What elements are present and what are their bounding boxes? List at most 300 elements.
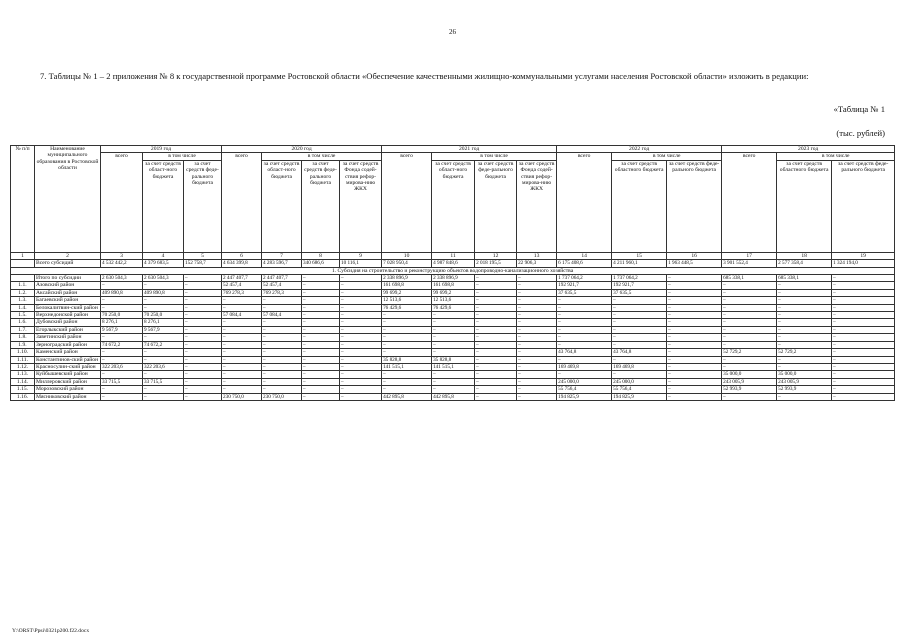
row-value: 2 577 358,4 [777, 260, 832, 267]
row-value: 169 469,8 [557, 363, 612, 370]
row-value: – [517, 304, 557, 311]
row-number: 1.15. [11, 386, 35, 393]
row-value: 245 000,0 [612, 378, 667, 385]
row-value: 409 890,8 [143, 289, 184, 296]
row-value: 99 699,2 [382, 289, 432, 296]
row-value: – [517, 282, 557, 289]
row-value: 194 825,9 [612, 393, 667, 400]
row-value: 2 447 407,7 [262, 275, 302, 282]
row-name: Верхнедонской район [35, 312, 101, 319]
row-value: 57 084,4 [262, 312, 302, 319]
column-index: 3 [101, 252, 143, 259]
row-value: – [667, 371, 722, 378]
row-value: – [222, 326, 262, 333]
row-value: – [777, 393, 832, 400]
col-header-name: Наименование муниципального образования в Ростовской области [35, 146, 101, 253]
row-value: – [832, 289, 895, 296]
column-index: 15 [612, 252, 667, 259]
fed-header: за счет средств феде-рального бюджета [184, 160, 222, 252]
row-number [11, 275, 35, 282]
row-value: – [667, 334, 722, 341]
row-value: 141 515,1 [432, 363, 475, 370]
row-value: – [340, 334, 382, 341]
row-value: – [612, 356, 667, 363]
row-value: – [832, 334, 895, 341]
row-value: – [302, 356, 340, 363]
year-header-2023: 2023 год [722, 146, 895, 153]
row-value: – [777, 282, 832, 289]
row-value: – [667, 363, 722, 370]
incl-header: в том числе [143, 153, 222, 160]
row-value: – [143, 371, 184, 378]
row-value: – [222, 341, 262, 348]
incl-header: в том числе [777, 153, 895, 160]
fed-header: за счет средств феде-рального бюджета [832, 160, 895, 252]
year-header-2022: 2022 год [557, 146, 722, 153]
row-value: – [340, 304, 382, 311]
row-value: – [143, 356, 184, 363]
row-value: – [667, 378, 722, 385]
fond-header: за счет средств Фонда содей-ствия рефор-мирова-нию ЖКХ [340, 160, 382, 252]
row-value: – [517, 312, 557, 319]
row-number: 1.16. [11, 393, 35, 400]
row-value: – [302, 349, 340, 356]
row-value: 22 906,3 [517, 260, 557, 267]
row-value: – [667, 326, 722, 333]
row-value: – [184, 319, 222, 326]
row-value: 4 379 683,5 [143, 260, 184, 267]
table-row [11, 386, 895, 393]
row-value: – [101, 282, 143, 289]
table-row [11, 378, 895, 385]
row-value: 2 018 195,5 [475, 260, 517, 267]
obl-header: за счет средств област-ного бюджета [432, 160, 475, 252]
row-value: – [432, 334, 475, 341]
row-name: Азовский район [35, 282, 101, 289]
year-header-2020: 2020 год [222, 146, 382, 153]
row-value: 769 278,3 [222, 289, 262, 296]
column-index: 9 [340, 252, 382, 259]
row-number: 1.12. [11, 363, 35, 370]
column-index: 4 [143, 252, 184, 259]
row-value: – [340, 378, 382, 385]
row-number: 1.5. [11, 312, 35, 319]
row-value: 169 469,8 [612, 363, 667, 370]
row-value: – [382, 371, 432, 378]
row-value: 52 729,2 [777, 349, 832, 356]
incl-header: в том числе [262, 153, 382, 160]
row-value: – [340, 349, 382, 356]
row-value: 442 895,8 [382, 393, 432, 400]
row-value: – [777, 341, 832, 348]
row-value: – [557, 297, 612, 304]
row-value: – [262, 304, 302, 311]
row-value: – [832, 371, 895, 378]
row-value: – [722, 289, 777, 296]
row-value: 243 005,9 [722, 378, 777, 385]
row-value: – [184, 349, 222, 356]
row-value: – [557, 312, 612, 319]
fond-header: за счет средств Фонда содей-ствия рефор-мирова-нию ЖКХ [517, 160, 557, 252]
column-index: 13 [517, 252, 557, 259]
row-value: – [101, 386, 143, 393]
row-value: 685 338,1 [777, 275, 832, 282]
row-value: – [143, 304, 184, 311]
row-value: – [432, 371, 475, 378]
total-header: всего [557, 153, 612, 252]
row-number: 1.14. [11, 378, 35, 385]
row-value: – [517, 297, 557, 304]
row-value: – [667, 386, 722, 393]
row-value: – [222, 349, 262, 356]
row-value: – [517, 289, 557, 296]
row-value: – [517, 275, 557, 282]
row-value: – [340, 371, 382, 378]
row-value: – [340, 356, 382, 363]
row-value: – [143, 349, 184, 356]
row-value: – [517, 393, 557, 400]
total-row [11, 260, 895, 267]
row-value: 230 750,0 [222, 393, 262, 400]
row-value: – [612, 371, 667, 378]
row-value: 74 672,2 [101, 341, 143, 348]
row-value: – [612, 312, 667, 319]
row-value: – [517, 363, 557, 370]
row-value: – [302, 371, 340, 378]
row-value: 12 513,6 [382, 297, 432, 304]
row-value: – [475, 334, 517, 341]
row-value: – [777, 326, 832, 333]
row-value: – [832, 356, 895, 363]
row-value: – [340, 326, 382, 333]
column-index: 1 [11, 252, 35, 259]
row-value: – [432, 349, 475, 356]
row-value: – [340, 393, 382, 400]
row-value: – [101, 393, 143, 400]
row-value: 76 429,6 [432, 304, 475, 311]
row-value: – [184, 371, 222, 378]
fed-header: за счет средств феде-рального бюджета [302, 160, 340, 252]
row-value: – [222, 304, 262, 311]
row-value: 52 993,9 [777, 386, 832, 393]
row-value: – [382, 326, 432, 333]
row-value: – [143, 386, 184, 393]
row-value: 9 567,9 [143, 326, 184, 333]
row-value: – [475, 319, 517, 326]
row-name: Миллеровский район [35, 378, 101, 385]
row-value: – [475, 289, 517, 296]
obl-header: за счет средств областного бюджета [612, 160, 667, 252]
obl-header: за счет средств област-ного бюджета [262, 160, 302, 252]
row-value: – [667, 289, 722, 296]
column-index: 19 [832, 252, 895, 259]
obl-header: за счет средств областного бюджета [777, 160, 832, 252]
row-name: Морозовский район [35, 386, 101, 393]
row-value: – [340, 319, 382, 326]
row-value: – [557, 326, 612, 333]
row-value: 1 324 194,0 [832, 260, 895, 267]
row-value: – [667, 341, 722, 348]
row-value: – [101, 356, 143, 363]
row-value: – [222, 297, 262, 304]
row-value: – [475, 297, 517, 304]
row-name: Мясниковский район [35, 393, 101, 400]
row-value: – [184, 356, 222, 363]
row-value: – [475, 312, 517, 319]
total-header: всего [101, 153, 143, 252]
column-index: 7 [262, 252, 302, 259]
row-value: 70 250,0 [143, 312, 184, 319]
row-value: 230 750,0 [262, 393, 302, 400]
row-value: – [432, 378, 475, 385]
row-value: – [722, 282, 777, 289]
row-value: – [475, 386, 517, 393]
table-title: «Таблица № 1 [833, 104, 885, 114]
row-name: Заветинский район [35, 334, 101, 341]
total-header: всего [222, 153, 262, 252]
table-row [11, 393, 895, 400]
row-value: 3 901 552,4 [722, 260, 777, 267]
row-value: – [777, 297, 832, 304]
row-value: – [340, 341, 382, 348]
row-value: – [302, 304, 340, 311]
row-value: – [517, 356, 557, 363]
row-value: 243 005,9 [777, 378, 832, 385]
row-value: – [667, 319, 722, 326]
row-value: – [777, 289, 832, 296]
table-row [11, 363, 895, 370]
row-name: Багаевский район [35, 297, 101, 304]
row-value: – [101, 349, 143, 356]
row-value: 192 921,7 [612, 282, 667, 289]
row-value: – [222, 334, 262, 341]
intro-paragraph: 7. Таблицы № 1 – 2 приложения № 8 к государственной программе Ростовской области «Обеспечение качественными жилищно-коммунальными услугами населения Ростовской области» изложить в редакции: [40, 71, 809, 81]
row-value: 52 457,4 [222, 282, 262, 289]
row-value: 99 699,2 [432, 289, 475, 296]
row-value: – [832, 319, 895, 326]
row-value: – [143, 282, 184, 289]
row-value: – [184, 304, 222, 311]
row-value: 2 447 407,7 [222, 275, 262, 282]
row-value: – [340, 275, 382, 282]
row-value: – [612, 341, 667, 348]
row-value: – [184, 378, 222, 385]
table-row [11, 326, 895, 333]
row-value: – [432, 341, 475, 348]
row-name: Дубовский район [35, 319, 101, 326]
row-value: – [722, 304, 777, 311]
row-value: – [143, 393, 184, 400]
row-value: – [722, 363, 777, 370]
row-value: 4 987 848,6 [432, 260, 475, 267]
row-value: 340 686,6 [302, 260, 340, 267]
row-value: – [777, 356, 832, 363]
row-value: – [432, 319, 475, 326]
row-value: – [262, 326, 302, 333]
row-value: – [832, 326, 895, 333]
row-value: 4 283 596,7 [262, 260, 302, 267]
row-value: – [475, 363, 517, 370]
row-value: – [262, 297, 302, 304]
row-value: – [302, 334, 340, 341]
column-index: 16 [667, 252, 722, 259]
incl-header: в том числе [432, 153, 557, 160]
row-value: – [777, 363, 832, 370]
column-index: 11 [432, 252, 475, 259]
row-value: – [612, 334, 667, 341]
total-header: всего [382, 153, 432, 252]
column-index: 12 [475, 252, 517, 259]
row-value: – [222, 371, 262, 378]
row-value: – [432, 326, 475, 333]
row-value: – [302, 275, 340, 282]
row-name: Зерноградский район [35, 341, 101, 348]
row-value: – [302, 378, 340, 385]
row-value: – [101, 371, 143, 378]
row-value: – [184, 386, 222, 393]
row-value: 194 825,9 [557, 393, 612, 400]
row-name: Егорлыкский район [35, 326, 101, 333]
row-value: – [832, 393, 895, 400]
row-value: – [262, 371, 302, 378]
row-value: – [557, 371, 612, 378]
row-value: – [143, 297, 184, 304]
row-value: – [667, 304, 722, 311]
row-value: – [832, 312, 895, 319]
row-value: – [184, 275, 222, 282]
row-name: Белокалитвин-ский район [35, 304, 101, 311]
row-value: – [832, 363, 895, 370]
row-value: – [475, 304, 517, 311]
row-value: – [722, 319, 777, 326]
row-value: – [262, 341, 302, 348]
table-row [11, 297, 895, 304]
row-number [11, 260, 35, 267]
row-value: – [777, 304, 832, 311]
row-number: 1.9. [11, 341, 35, 348]
row-name: Константинов-ский район [35, 356, 101, 363]
row-value: 4 532 442,2 [101, 260, 143, 267]
row-value: – [667, 282, 722, 289]
row-value: 35 000,0 [722, 371, 777, 378]
row-value: – [475, 356, 517, 363]
row-value: – [722, 341, 777, 348]
row-value: – [302, 289, 340, 296]
row-value: – [612, 297, 667, 304]
row-value: – [517, 326, 557, 333]
row-value: 245 000,0 [557, 378, 612, 385]
row-value: – [340, 363, 382, 370]
row-number: 1.3. [11, 297, 35, 304]
row-value: – [667, 349, 722, 356]
row-value: – [475, 275, 517, 282]
row-value: 152 758,7 [184, 260, 222, 267]
file-path-footer: Y:\ORST\Ppsi\0321p200.f22.docx [12, 628, 90, 634]
row-value: 43 764,8 [557, 349, 612, 356]
row-value: – [302, 319, 340, 326]
row-value: – [432, 386, 475, 393]
row-value: – [101, 334, 143, 341]
row-value: – [832, 349, 895, 356]
row-value: 70 250,0 [101, 312, 143, 319]
row-value: – [262, 386, 302, 393]
row-value: – [302, 282, 340, 289]
column-index: 18 [777, 252, 832, 259]
table-row [11, 312, 895, 319]
row-value: 33 715,5 [101, 378, 143, 385]
page-number: 26 [449, 28, 456, 36]
row-value: 55 756,4 [557, 386, 612, 393]
column-index-row [11, 252, 895, 259]
fed-header: за счет средств феде-рального бюджета [667, 160, 722, 252]
obl-header: за счет средств област-ного бюджета [143, 160, 184, 252]
row-number: 1.11. [11, 356, 35, 363]
row-value: – [517, 378, 557, 385]
row-value: – [517, 371, 557, 378]
row-value: – [612, 326, 667, 333]
row-value: – [612, 319, 667, 326]
row-value: 52 993,9 [722, 386, 777, 393]
row-value: – [475, 341, 517, 348]
row-number: 1.1. [11, 282, 35, 289]
row-value: 76 429,6 [382, 304, 432, 311]
fed-header: за счет средств феде-рального бюджета [475, 160, 517, 252]
section-title: 1. Субсидия на строительство и реконструкцию объектов водопроводно-канализационного хозяйства [11, 267, 895, 274]
row-value: – [143, 334, 184, 341]
table-row [11, 341, 895, 348]
table-row [11, 334, 895, 341]
row-value: – [475, 282, 517, 289]
row-value: – [302, 297, 340, 304]
row-value: 685 338,1 [722, 275, 777, 282]
row-value: – [184, 326, 222, 333]
row-value: – [667, 393, 722, 400]
row-value: – [382, 386, 432, 393]
row-value: – [475, 393, 517, 400]
row-value: – [222, 386, 262, 393]
row-value: – [832, 275, 895, 282]
row-value: 52 729,2 [722, 349, 777, 356]
row-value: 2 630 504,3 [143, 275, 184, 282]
row-name: Каменский район [35, 349, 101, 356]
row-value: – [184, 312, 222, 319]
table-row [11, 349, 895, 356]
row-value: – [302, 393, 340, 400]
row-value: – [340, 282, 382, 289]
row-value: 1 737 064,2 [557, 275, 612, 282]
row-value: – [184, 334, 222, 341]
row-value: – [382, 378, 432, 385]
section-total-row [11, 275, 895, 282]
row-value: – [382, 349, 432, 356]
row-value: 6 175 408,6 [557, 260, 612, 267]
row-value: – [517, 341, 557, 348]
row-value: – [517, 349, 557, 356]
row-value: 7 028 950,4 [382, 260, 432, 267]
row-value: – [557, 341, 612, 348]
row-name: Итого по субсидии [35, 275, 101, 282]
row-value: – [475, 326, 517, 333]
row-value: – [777, 312, 832, 319]
row-value: – [262, 319, 302, 326]
row-value: – [832, 378, 895, 385]
row-value: – [667, 312, 722, 319]
row-number: 1.4. [11, 304, 35, 311]
table-row [11, 289, 895, 296]
column-index: 10 [382, 252, 432, 259]
row-value: – [517, 334, 557, 341]
row-value: – [262, 334, 302, 341]
